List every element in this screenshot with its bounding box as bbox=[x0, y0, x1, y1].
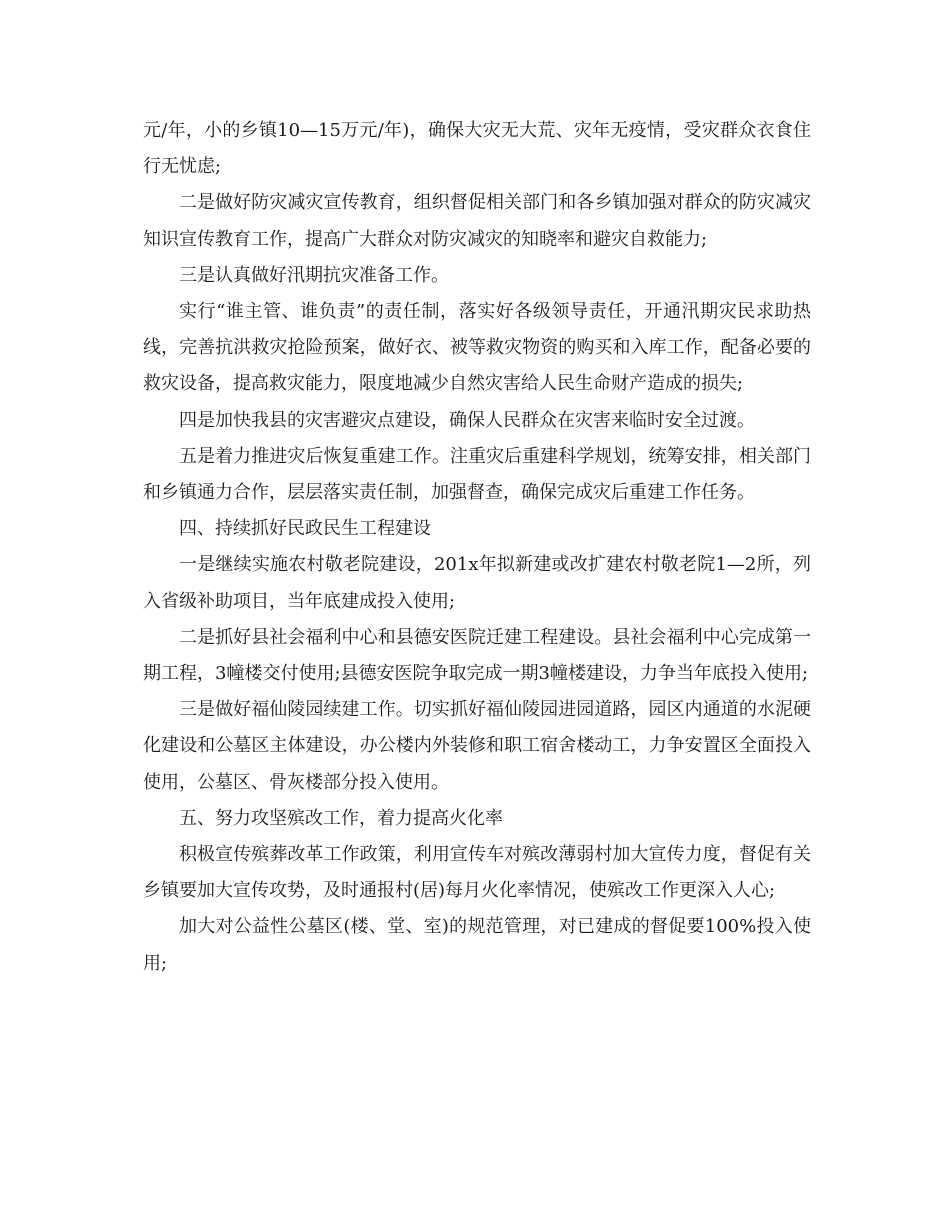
document-body bbox=[143, 113, 811, 982]
paragraph-12: 积极宣传殡葬改革工作政策，利用宣传车对殡改薄弱村加大宣传力度，督促有关乡镇要加大宣传攻势，及时通报村(居)每月火化率情况，使殡改工作更深入人心; bbox=[143, 844, 811, 902]
paragraph-2: 二是做好防灾减灾宣传教育，组织督促相关部门和各乡镇加强对群众的防灾减灾知识宣传教育工作，提高广大群众对防灾减灾的知晓率和避灾自救能力; bbox=[143, 192, 811, 250]
section-heading-5: 五、努力攻坚殡改工作，着力提高火化率 bbox=[179, 807, 503, 829]
paragraph-4: 实行“谁主管、谁负责”的责任制，落实好各级领导责任，开通汛期灾民求助热线，完善抗洪救灾抢险预案，做好衣、被等救灾物资的购买和入库工作，配备必要的救灾设备，提高救灾能力，限度地减少自然灾害给人民生命财产造成的损失; bbox=[143, 301, 811, 395]
paragraph-8: 一是继续实施农村敬老院建设，201x年拟新建或改扩建农村敬老院1—2所，列入省级补助项目，当年底建成投入使用; bbox=[143, 554, 811, 612]
paragraph-10: 三是做好福仙陵园续建工作。切实抓好福仙陵园进园道路，园区内通道的水泥硬化建设和公墓区主体建设，办公楼内外装修和职工宿舍楼动工，力争安置区全面投入使用，公墓区、骨灰楼部分投入使用。 bbox=[143, 699, 811, 793]
paragraph-5: 四是加快我县的灾害避灾点建设，确保人民群众在灾害来临时安全过渡。 bbox=[179, 409, 755, 431]
paragraph-6: 五是着力推进灾后恢复重建工作。注重灾后重建科学规划，统筹安排，相关部门和乡镇通力合作，层层落实责任制，加强督查，确保完成灾后重建工作任务。 bbox=[143, 445, 811, 504]
paragraph-9: 二是抓好县社会福利中心和县德安医院迁建工程建设。县社会福利中心完成第一期工程，3幢楼交付使用;县德安医院争取完成一期3幢楼建设，力争当年底投入使用; bbox=[143, 626, 811, 685]
paragraph-1: 元/年，小的乡镇10—15万元/年)，确保大灾无大荒、灾年无疫情，受灾群众衣食住行无忧虑; bbox=[143, 120, 811, 178]
section-heading-4: 四、持续抓好民政民生工程建设 bbox=[179, 518, 431, 540]
paragraph-13: 加大对公益性公墓区(楼、堂、室)的规范管理，对已建成的督促要100%投入使用; bbox=[143, 916, 811, 974]
paragraph-3: 三是认真做好汛期抗灾准备工作。 bbox=[179, 264, 449, 286]
